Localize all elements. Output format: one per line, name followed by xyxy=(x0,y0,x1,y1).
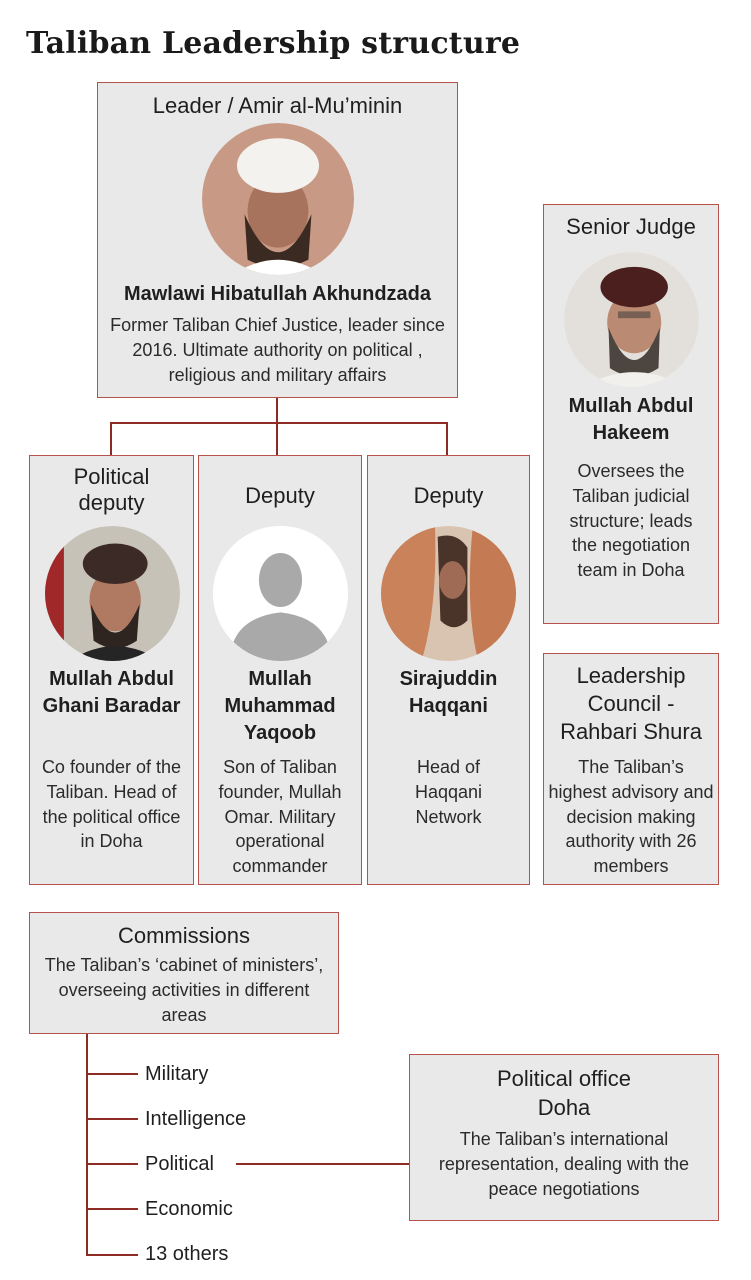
commission-branch xyxy=(86,1073,138,1075)
commissions-heading: Commissions xyxy=(117,923,251,948)
commission-branch xyxy=(86,1254,138,1256)
leader-heading: Leader / Amir al-Mu’minin xyxy=(152,93,403,118)
silhouette-placeholder-icon xyxy=(213,526,348,661)
commissions-box xyxy=(29,912,339,1034)
deputy-description: Co founder of the Taliban. Head of the political office in Doha xyxy=(41,757,182,852)
political-office-description: The Taliban’s international representation, dealing with the peace negotiations xyxy=(438,1129,690,1199)
commissions-tree-trunk xyxy=(86,1034,88,1256)
connector-leader-down xyxy=(276,398,278,423)
connector-deputy-2 xyxy=(276,422,278,456)
commission-branch xyxy=(86,1163,138,1165)
deputy-box-political xyxy=(29,455,194,885)
senior-judge-heading: Senior Judge xyxy=(566,214,696,239)
deputy-heading: Political deputy xyxy=(73,464,150,516)
connector-deputies-horizontal xyxy=(110,422,448,424)
political-office-box xyxy=(409,1054,719,1221)
council-heading: Leadership Council - Rahbari Shura xyxy=(560,663,702,745)
commission-item-political: Political xyxy=(145,1153,214,1175)
deputy-heading: Deputy xyxy=(245,483,315,508)
deputy-heading: Deputy xyxy=(413,483,484,508)
commission-item-military: Military xyxy=(145,1063,209,1085)
page-title: Taliban Leadership structure xyxy=(26,26,521,61)
connector-deputy-1 xyxy=(110,422,112,456)
senior-judge-box xyxy=(543,204,719,624)
baradar-portrait xyxy=(45,526,180,661)
commission-item-intelligence: Intelligence xyxy=(145,1108,247,1130)
haqqani-portrait xyxy=(381,526,516,661)
commissions-description: The Taliban’s ‘cabinet of ministers’, overseeing activities in different areas xyxy=(44,955,324,1025)
political-office-heading: Political office Doha xyxy=(496,1066,632,1120)
commission-item-economic: Economic xyxy=(145,1198,233,1220)
hakeem-portrait xyxy=(564,252,699,387)
deputy-description: Head of Haqqani Network xyxy=(414,757,483,827)
deputy-description: Son of Taliban founder, Mullah Omar. Military operational commander xyxy=(218,757,342,877)
deputy-name: Mullah Abdul Ghani Baradar xyxy=(42,668,181,717)
commission-branch xyxy=(86,1208,138,1210)
deputy-box-yaqoob xyxy=(198,455,362,885)
deputy-name: Mullah Muhammad Yaqoob xyxy=(224,668,336,744)
senior-judge-description: Oversees the Taliban judicial structure; leads the negotiation team in Doha xyxy=(569,461,693,581)
commission-item-others: 13 others xyxy=(145,1243,229,1265)
council-description: The Taliban’s highest advisory and decision making authority with 26 members xyxy=(548,757,714,877)
leader-name: Mawlawi Hibatullah Akhundzada xyxy=(123,283,432,305)
senior-judge-name: Mullah Abdul Hakeem xyxy=(568,395,694,444)
deputy-name: Sirajuddin Haqqani xyxy=(399,668,498,717)
deputy-box-haqqani xyxy=(367,455,530,885)
connector-deputy-3 xyxy=(446,422,448,456)
connector-political-office xyxy=(236,1163,410,1165)
leader-description: Former Taliban Chief Justice, leader since 2016. Ultimate authority on political , religious and military affairs xyxy=(110,315,445,385)
leader-portrait xyxy=(202,123,354,275)
leadership-council-box xyxy=(543,653,719,885)
leader-box xyxy=(97,82,458,398)
commission-branch xyxy=(86,1118,138,1120)
